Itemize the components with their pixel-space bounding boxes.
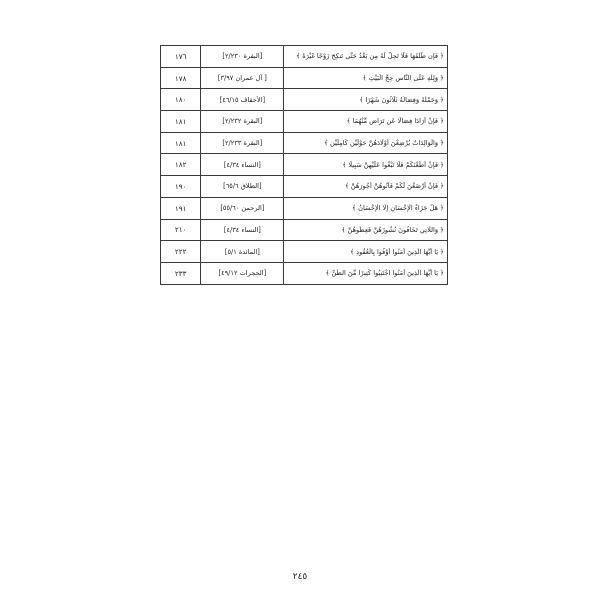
verse-reference: [البقرة ٢/٢٣٣] <box>222 139 263 148</box>
verse-text: ﴿ يَا أَيُّهَا الَّذِينَ آمَنُوا أَوْفُوا بِالْعُقُودِ ﴾ <box>350 247 444 256</box>
page-number: ١٨١ <box>174 138 187 148</box>
page-number: ٢٣٣ <box>174 268 187 278</box>
page-number: ١٨١ <box>174 116 187 126</box>
reference-cell <box>201 132 284 154</box>
reference-cell <box>201 176 284 198</box>
page-cell <box>161 67 201 89</box>
footer-page-number: ٢٤٥ <box>292 572 308 582</box>
verse-text: ﴿ فَإِن طَلَّقَهَا فَلَا تَحِلُّ لَهُ مِن بَعْدُ حَتَّى تَنكِحَ زَوْجًا غَيْرَهُ ﴾ <box>296 52 444 61</box>
page-cell <box>161 176 201 198</box>
verse-cell <box>284 241 448 263</box>
verse-reference: [البقرة ٢/٢٣٢] <box>222 117 263 126</box>
page-cell <box>161 241 201 263</box>
verse-cell <box>284 262 448 284</box>
verse-text: ﴿ وَلِلَّهِ عَلَى النَّاسِ حِجُّ الْبَيْتِ ﴾ <box>362 74 444 83</box>
page-number: ١٧٨ <box>174 73 187 83</box>
verse-reference: [النساء ٤/٣٤] <box>223 225 261 234</box>
reference-cell <box>201 67 284 89</box>
page-cell <box>161 262 201 284</box>
table-row <box>161 197 448 219</box>
page-number: ٢٢٢ <box>174 247 187 257</box>
table-row <box>161 176 448 198</box>
table-row <box>161 67 448 89</box>
page-cell <box>161 111 201 133</box>
verse-reference: [الحجرات ٤٩/١٢] <box>218 269 267 278</box>
verse-reference: [الرحمن ٥٥/٦٠] <box>220 204 265 213</box>
verse-reference: [البقرة ٢/٢٣٠] <box>222 52 263 61</box>
verse-reference: [ آل عمران ٣/٩٧] <box>217 74 267 83</box>
page-number: ١٩٠ <box>174 181 187 191</box>
table-row <box>161 219 448 241</box>
verse-text: ﴿ وَحَمْلُهُ وَفِصَالُهُ ثَلَاثُونَ شَهْرًا ﴾ <box>359 95 444 104</box>
verse-reference: [النساء ٤/٣٤] <box>223 160 261 169</box>
reference-cell <box>201 262 284 284</box>
page-number: ١٧٦ <box>174 51 187 61</box>
table-row <box>161 46 448 68</box>
verse-cell <box>284 176 448 198</box>
verse-text: ﴿ هَلْ جَزَاءُ الْإِحْسَانِ إِلَّا الْإِحْسَانُ ﴾ <box>352 204 444 213</box>
table-row <box>161 111 448 133</box>
reference-cell <box>201 241 284 263</box>
reference-cell <box>201 111 284 133</box>
verse-text: ﴿ يَا أَيُّهَا الَّذِينَ آمَنُوا اجْتَنِبُوا كَثِيرًا مِّنَ الظَّنِّ ﴾ <box>325 269 444 278</box>
page-cell <box>161 132 201 154</box>
page-cell <box>161 154 201 176</box>
verse-text: ﴿ فَإِنْ أَطَعْنَكُمْ فَلَا تَبْغُوا عَلَيْهِنَّ سَبِيلًا ﴾ <box>342 160 444 169</box>
verse-reference: [الطلاق ٦٥/٦] <box>223 182 262 191</box>
verse-cell <box>284 132 448 154</box>
verse-cell <box>284 46 448 68</box>
table-row <box>161 132 448 154</box>
reference-cell <box>201 154 284 176</box>
verse-cell <box>284 219 448 241</box>
page-number: ١٩١ <box>174 203 187 213</box>
reference-cell <box>201 219 284 241</box>
page-cell <box>161 89 201 111</box>
page-number: ١٨٠ <box>174 95 187 105</box>
page-cell <box>161 197 201 219</box>
page-number: ١٨٢ <box>174 160 187 170</box>
table-row <box>161 154 448 176</box>
page-cell <box>161 46 201 68</box>
table-row <box>161 241 448 263</box>
verse-cell <box>284 197 448 219</box>
reference-cell <box>201 197 284 219</box>
verse-cell <box>284 89 448 111</box>
reference-cell <box>201 89 284 111</box>
verse-reference: [المائدة ٥/١] <box>224 247 260 256</box>
verse-cell <box>284 111 448 133</box>
verse-cell <box>284 67 448 89</box>
verse-cell <box>284 154 448 176</box>
page-number: ٢١٠ <box>174 225 187 235</box>
verse-text: ﴿ فَإِنْ أَرَادَا فِصَالًا عَن تَرَاضٍ مِّنْهُمَا ﴾ <box>346 117 444 126</box>
verse-reference: [الأحقاف ٤٦/١٥] <box>219 95 266 104</box>
verse-text: ﴿ فَإِنْ أَرْضَعْنَ لَكُمْ فَآتُوهُنَّ أُجُورَهُنَّ ﴾ <box>344 182 444 191</box>
verse-text: ﴿ وَاللَّاتِي تَخَافُونَ نُشُوزَهُنَّ فَعِظُوهُنَّ ﴾ <box>341 225 444 234</box>
table-row <box>161 89 448 111</box>
table-row <box>161 262 448 284</box>
verse-text: ﴿ وَالْوَالِدَاتُ يُرْضِعْنَ أَوْلَادَهُنَّ حَوْلَيْنِ كَامِلَيْنِ ﴾ <box>324 139 444 148</box>
page-cell <box>161 219 201 241</box>
verse-index-table <box>160 45 448 285</box>
reference-cell <box>201 46 284 68</box>
